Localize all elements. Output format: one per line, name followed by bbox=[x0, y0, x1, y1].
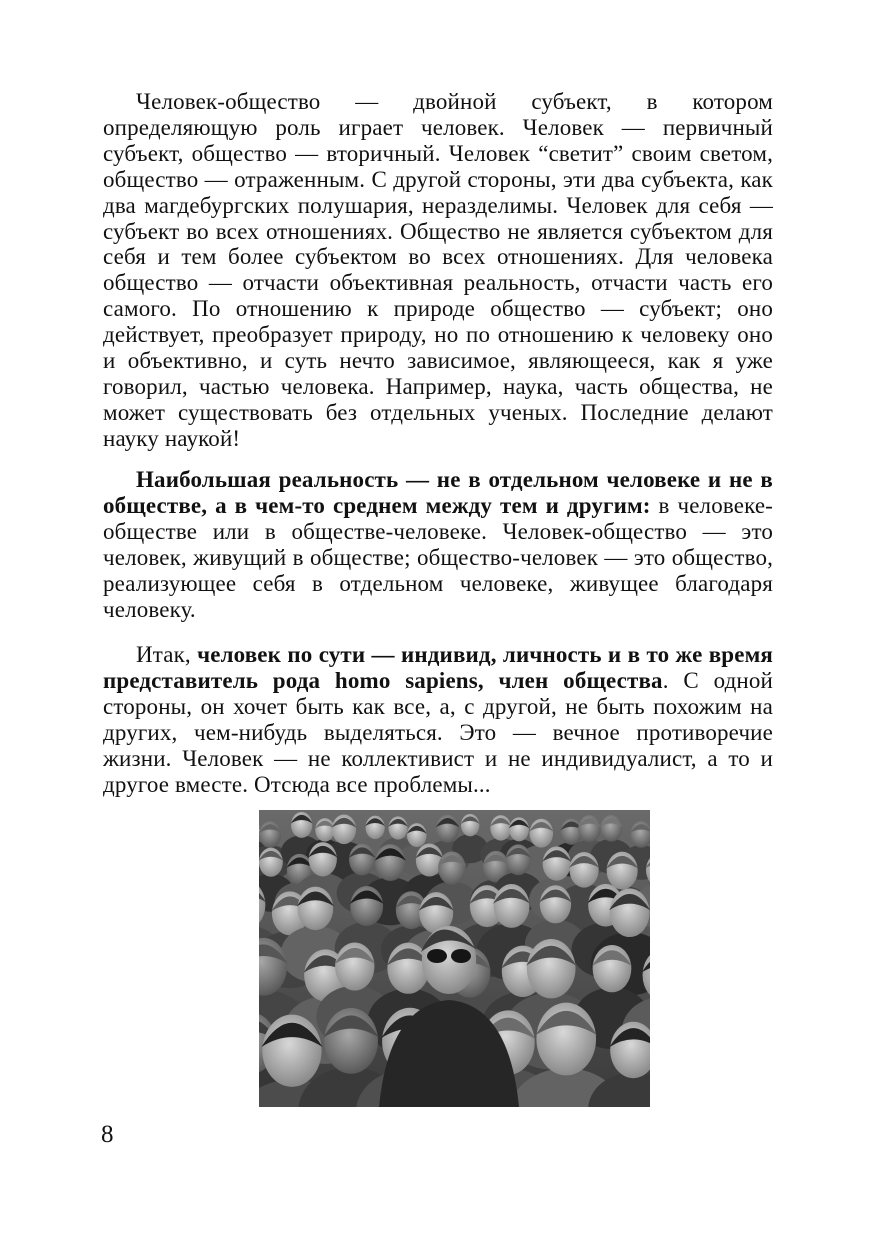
crowd-photo bbox=[259, 810, 650, 1107]
paragraph-3 bbox=[103, 642, 773, 797]
paragraph-3-text: . С одной стороны, он хочет быть как все, а, с другой, не быть похожим на других, чем-нибудь выделяться. Это — вечное противоречие жизни. Человек — не коллективист и не индивидуалист, а то и другое вместе. Отсюда все проблемы... bbox=[103, 667, 773, 797]
paragraph-1 bbox=[103, 89, 773, 452]
paragraph-2-text: в человеке-обществе или в обществе-человеке. Человек-общество — это человек, живущий в обществе; общество-человек — это общество, реализующее себя в отдельном человеке, живущее благодаря человеку. bbox=[103, 492, 773, 622]
paragraph-2 bbox=[103, 467, 773, 622]
paragraph-3-bold-thesis: человек по сути — индивид, личность и в то же время представитель рода homo sapiens, член общества bbox=[103, 642, 774, 693]
paragraph-2-bold-thesis: Наибольшая реальность — не в отдельном человеке и не в обществе, а в чем-то среднем между тем и другим: bbox=[103, 467, 773, 518]
paragraph-3-lead: Итак, bbox=[136, 642, 198, 667]
page-number: 8 bbox=[101, 1121, 114, 1148]
paragraph-1-text: Человек-общество — двойной субъект, в котором определяющую роль играет человек. Человек — первичный субъект, общество — вторичный. Человек “светит” своим светом, общество — отраженным. С другой стороны, эти два субъекта, как два магдебургских полушария, неразделимы. Человек для себя — субъект во всех отношениях. Общество не является субъектом для себя и тем более субъектом во всех отношениях. Для человека общество — отчасти объективная реальность, отчасти часть его самого. По отношению к природе общество — субъект; оно действует, преобразует природу, но по отношению к человеку оно и объективно, и суть нечто зависимое, являющееся, как я уже говорил, частью человека. Например, наука, часть общества, не может существовать без отдельных ученых. Последние делают науку наукой! bbox=[103, 89, 773, 451]
crowd-image bbox=[259, 810, 650, 1107]
